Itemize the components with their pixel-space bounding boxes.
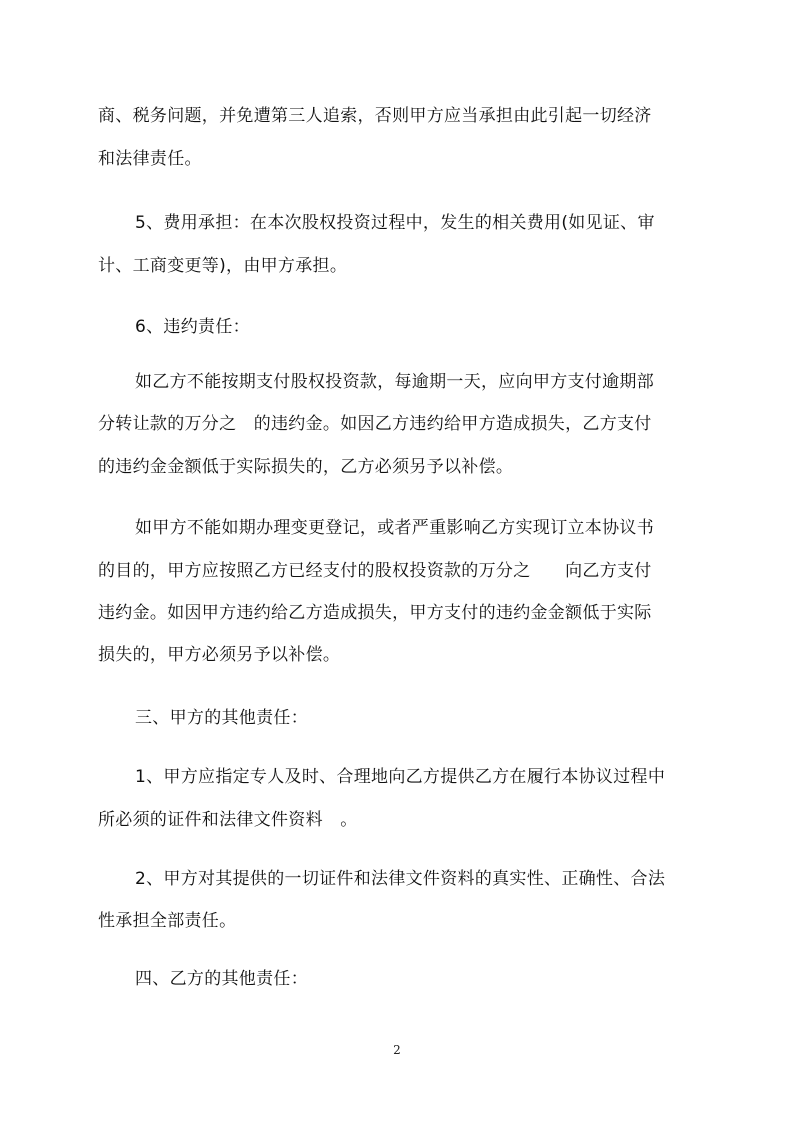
text-line: 所必须的证件和法律文件资料 。	[98, 810, 358, 830]
text-line: 商、税务问题，并免遭第三人追索，否则甲方应当承担由此引起一切经济	[98, 106, 652, 126]
section-heading: 6、违约责任：	[135, 317, 250, 337]
text-line: 的违约金金额低于实际损失的，乙方必须另予以补偿。	[98, 457, 514, 477]
text-line: 如甲方不能如期办理变更登记，或者严重影响乙方实现订立本协议书	[135, 518, 654, 538]
text-line: 2、甲方对其提供的一切证件和法律文件资料的真实性、正确性、合法	[135, 869, 666, 889]
text-line: 性承担全部责任。	[98, 911, 237, 931]
text-line: 分转让款的万分之 的违约金。如因乙方违约给甲方造成损失，乙方支付	[98, 414, 652, 434]
text-line: 1、甲方应指定专人及时、合理地向乙方提供乙方在履行本协议过程中	[135, 767, 666, 787]
text-line: 5、费用承担：在本次股权投资过程中，发生的相关费用(如见证、审	[135, 213, 655, 233]
page-number: 2	[393, 1043, 401, 1057]
text-line: 违约金。如因甲方违约给乙方造成损失，甲方支付的违约金金额低于实际	[98, 603, 652, 623]
section-heading: 四、乙方的其他责任：	[135, 969, 308, 989]
text-line: 和法律责任。	[98, 149, 202, 169]
section-heading: 三、甲方的其他责任：	[135, 708, 308, 728]
text-line: 损失的，甲方必须另予以补偿。	[98, 645, 341, 665]
text-line: 计、工商变更等)，由甲方承担。	[98, 256, 348, 276]
text-line: 如乙方不能按期支付股权投资款，每逾期一天，应向甲方支付逾期部	[135, 372, 654, 392]
text-line: 的目的，甲方应按照乙方已经支付的股权投资款的万分之 向乙方支付	[98, 561, 652, 581]
